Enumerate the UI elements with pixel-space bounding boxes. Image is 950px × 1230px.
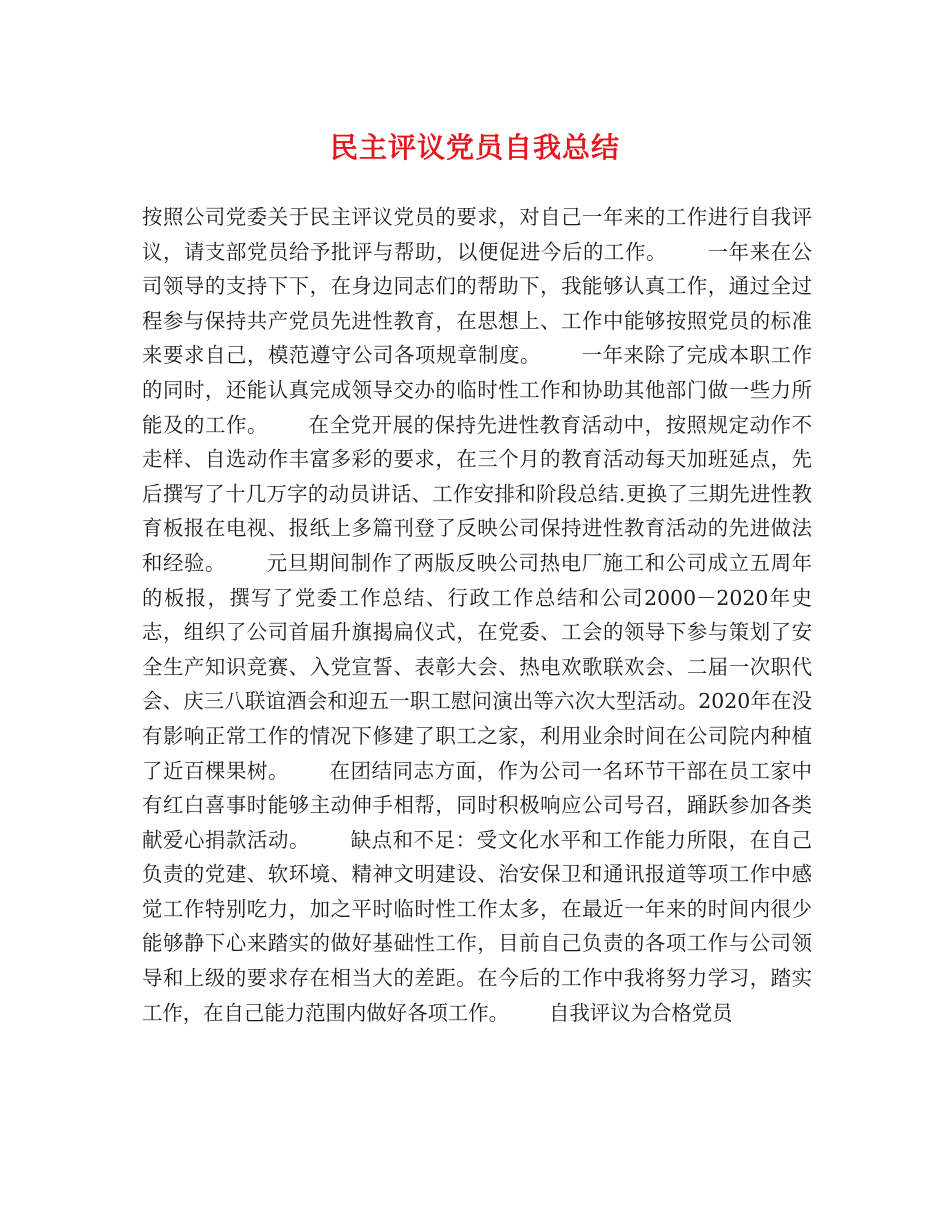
paragraph-8: 自我评议为合格党员 <box>549 1000 733 1025</box>
paragraph-4: 在全党开展的保持先进性教育活动中，按照规定动作不走样、自选动作丰富多彩的要求，在三个月的教育活动每天加班延点，先后撰写了十几万字的动员讲话、工作安排和阶段总结.更换了三期先进性教育板报在电视、报纸上多篇刊登了反映公司保持进性教育活动的先进做法和经验。 <box>142 412 812 575</box>
document-title: 民主评议党员自我总结 <box>329 131 620 164</box>
paragraph-2: 一年来在公司领导的支持下下，在身边同志们的帮助下，我能够认真工作，通过全过程参与保持共产党员先进性教育，在思想上、工作中能够按照党员的标准来要求自己，模范遵守公司各项规章制度。 <box>142 239 812 368</box>
paragraph-1: 按照公司党委关于民主评议党员的要求，对自己一年来的工作进行自我评议，请支部党员给予批评与帮助，以便促进今后的工作。 <box>142 205 812 264</box>
paragraph-5: 元旦期间制作了两版反映公司热电厂施工和公司成立五周年的板报，撰写了党委工作总结、行政工作总结和公司2000－2020年史志，组织了公司首届升旗揭扁仪式，在党委、工会的领导下参与策划了安全生产知识竞赛、入党宣誓、表彰大会、热电欢歌联欢会、二届一次职代会、庆三八联谊酒会和迎五一职工慰问演出等六次大型活动。2020年在没有影响正常工作的情况下修建了职工之家，利用业余时间在公司院内种植了近百棵果树。 <box>142 550 812 783</box>
paragraph-6: 在团结同志方面，作为公司一名环节干部在员工家中有红白喜事时能够主动伸手相帮，同时积极响应公司号召，踊跃参加各类献爱心捐款活动。 <box>142 758 812 852</box>
paragraph-7: 缺点和不足：受文化水平和工作能力所限，在自己负责的党建、软环境、精神文明建设、治安保卫和通讯报道等项工作中感觉工作特别吃力，加之平时临时性工作太多，在最近一年来的时间内很少能够静下心来踏实的做好基础性工作，目前自己负责的各项工作与公司领导和上级的要求存在相当大的差距。在今后的工作中我将努力学习，踏实工作，在自己能力范围内做好各项工作。 <box>142 827 812 1025</box>
paragraph-3: 一年来除了完成本职工作的同时，还能认真完成领导交办的临时性工作和协助其他部门做一些力所能及的工作。 <box>142 343 812 437</box>
document-body <box>142 200 812 1030</box>
